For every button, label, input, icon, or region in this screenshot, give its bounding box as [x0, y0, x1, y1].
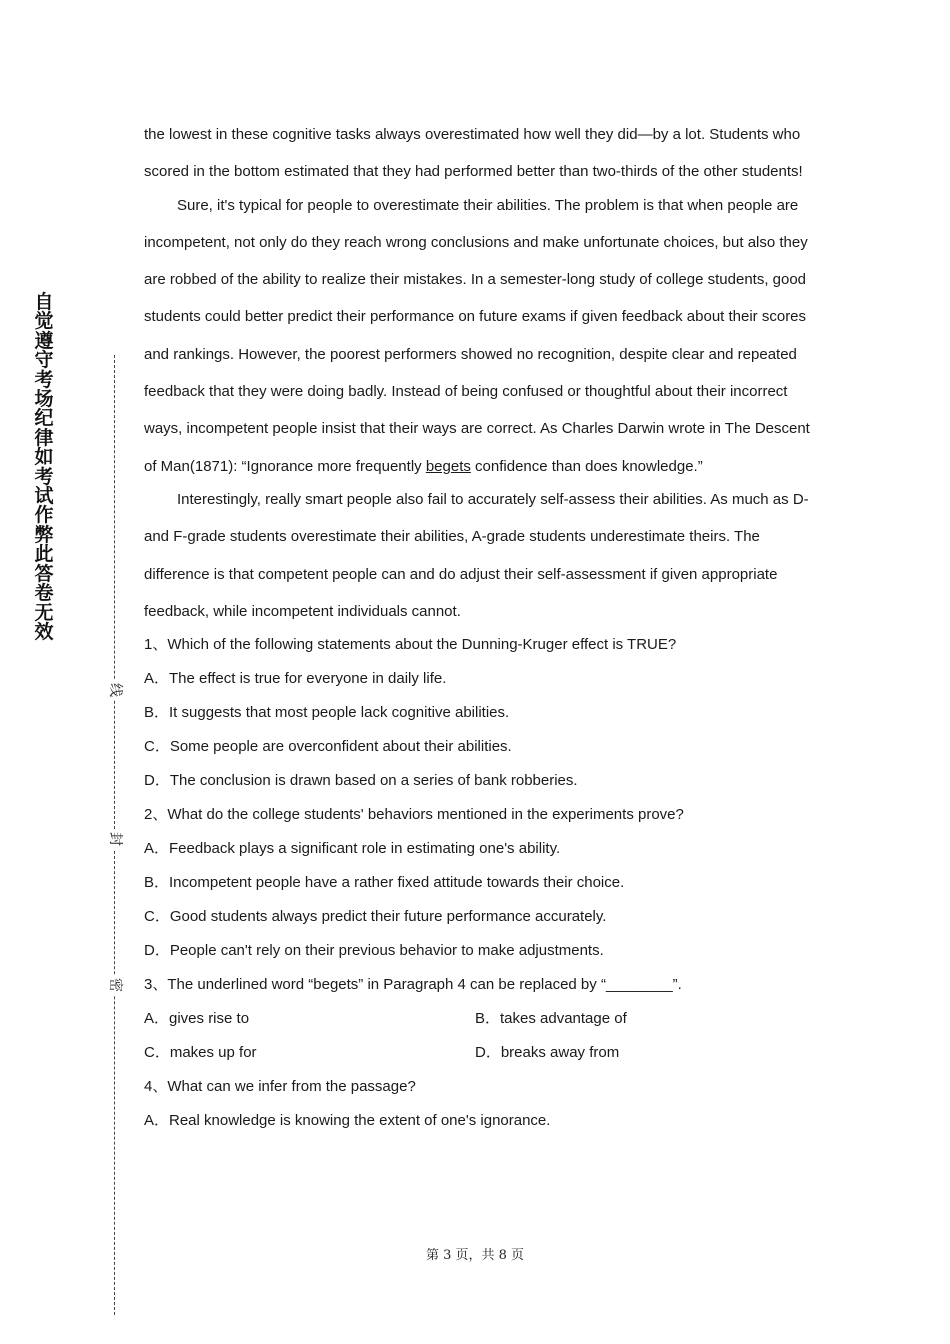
- page-number-footer: 第 3 页，共 8 页: [425, 1248, 525, 1263]
- passage-paragraph-1: the lowest in these cognitive tasks always overestimated how well they did—by a lot. Students who scored in the bottom estimated that they had performed better than two-thirds of the other students!: [144, 126, 803, 181]
- answer-option-row: [144, 1002, 824, 1036]
- question-3: [144, 968, 824, 1070]
- question-1: [144, 628, 824, 798]
- question-stem: 2、What do the college students' behaviors mentioned in the experiments prove?: [144, 806, 684, 824]
- binding-label-line: 线: [105, 680, 125, 700]
- answer-option: C．Some people are overconfident about their abilities.: [144, 738, 512, 756]
- answer-option: C．Good students always predict their future performance accurately.: [144, 908, 607, 926]
- binding-label-secret: 密: [105, 975, 125, 995]
- passage-paragraph-3: Interestingly, really smart people also fail to accurately self-assess their abilities. As much as D- and F-grade students overestimate their abilities, A-grade students underestimate theirs. The difference is that competent people can and do adjust their self-assessment if given appropriate feedback, while incompetent individuals cannot.: [144, 490, 809, 620]
- question-stem: 3、The underlined word “begets” in Paragraph 4 can be replaced by “________”.: [144, 976, 682, 994]
- exam-discipline-warning: 自觉遵守考场纪律如考试作弊此答卷无效: [34, 291, 54, 643]
- answer-option: B．Incompetent people have a rather fixed attitude towards their choice.: [144, 874, 625, 892]
- answer-option: B．takes advantage of: [475, 1010, 627, 1028]
- answer-option: D．People can't rely on their previous behavior to make adjustments.: [144, 942, 604, 960]
- answer-option: A．Real knowledge is knowing the extent of one's ignorance.: [144, 1112, 551, 1130]
- answer-option: D．breaks away from: [475, 1044, 620, 1062]
- answer-option: C．makes up for: [144, 1044, 257, 1062]
- answer-option: D．The conclusion is drawn based on a series of bank robberies.: [144, 772, 578, 790]
- passage-text: Sure, it's typical for people to overestimate their abilities. The problem is that when people are incompetent, not only do they reach wrong conclusions and make unfortunate choices, but also they are robbed of the ability to realize their mistakes. In a semester-long study of college students, good students could better predict their performance on future exams if given feedback about their scores and rankings. However, the poorest performers showed no recognition, despite clear and repeated feedback that they were doing badly. Instead of being confused or thoughtful about their incorrect ways, incompetent people insist that their ways are correct. As Charles Darwin wrote in The Descent of Man(1871): “Ignorance more frequently: [144, 196, 810, 475]
- passage-text: confidence than does knowledge.”: [470, 457, 703, 475]
- question-stem: 1、Which of the following statements about the Dunning-Kruger effect is TRUE?: [144, 636, 677, 654]
- passage-paragraph-2: [144, 187, 824, 485]
- question-4: [144, 1070, 824, 1138]
- answer-option-row: [144, 1036, 824, 1070]
- binding-label-seal: 封: [105, 829, 125, 849]
- exam-page-content: [144, 116, 824, 1138]
- answer-option: B．It suggests that most people lack cognitive abilities.: [144, 704, 510, 722]
- answer-option: A．gives rise to: [144, 1010, 250, 1028]
- question-2: [144, 798, 824, 968]
- answer-option: A．Feedback plays a significant role in estimating one's ability.: [144, 840, 561, 858]
- underlined-word-begets: begets: [425, 457, 471, 475]
- question-stem: 4、What can we infer from the passage?: [144, 1078, 416, 1096]
- answer-option: A．The effect is true for everyone in daily life.: [144, 670, 447, 688]
